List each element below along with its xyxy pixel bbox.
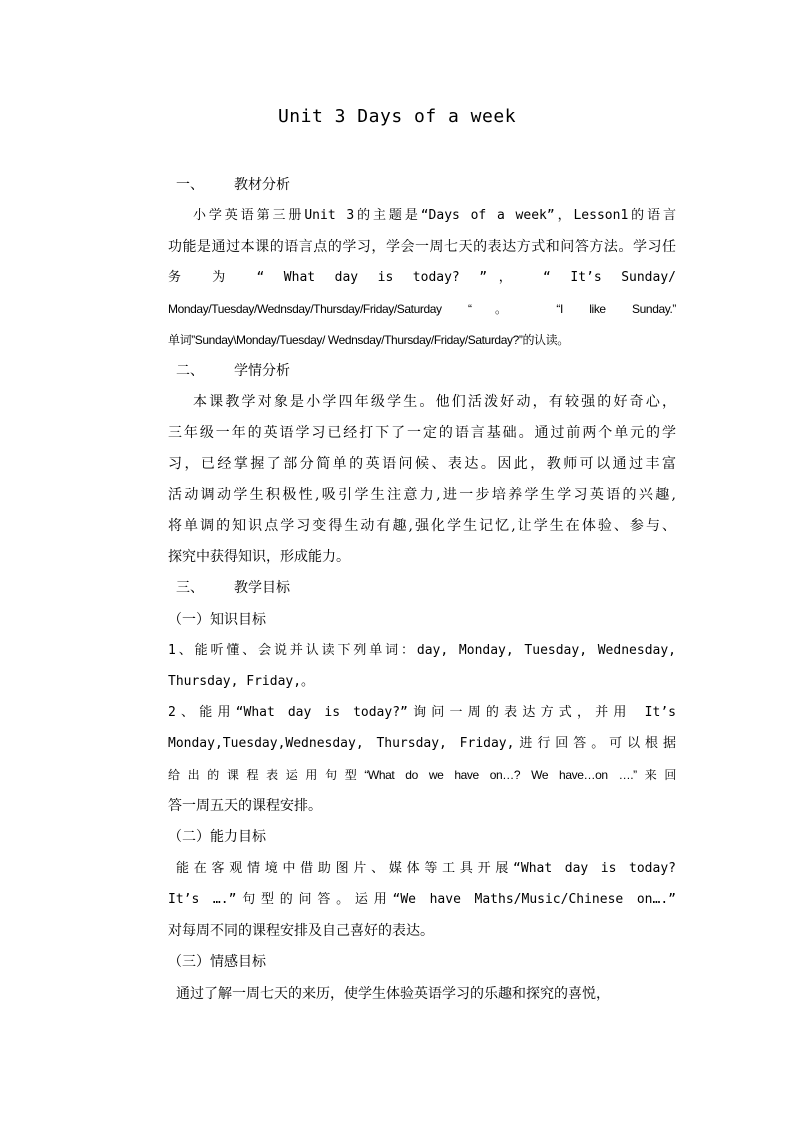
section-heading-analysis — [176, 175, 684, 195]
section-heading-learners — [176, 361, 684, 381]
analysis-line: 务 为 “ What day is today? ”， “ It’s Sunday/ — [168, 270, 676, 285]
analysis-line: 功能是通过本课的语言点的学习，学会一周七天的表达方式和问答方法。学习任 — [168, 239, 676, 255]
section-number: 三、 — [176, 580, 204, 596]
learner-line: 将单调的知识点学习变得生动有趣,强化学生记忆,让学生在体验、参与、 — [168, 518, 676, 534]
knowledge-line: 给出的课程表运用句型“What do we have on…? We have…on ….”来回 — [168, 768, 676, 782]
knowledge-line: 2、能用“What day is today?”询问一周的表达方式，并用 It’s — [168, 705, 676, 720]
learner-line: 习，已经掌握了部分简单的英语问候、表达。因此，教师可以通过丰富 — [168, 456, 676, 472]
learner-line: 本课教学对象是小学四年级学生。他们活泼好动，有较强的好奇心， — [193, 394, 676, 410]
learner-line: 活动调动学生积极性,吸引学生注意力,进一步培养学生学习英语的兴趣, — [168, 487, 676, 503]
knowledge-line: Thursday, Friday,。 — [168, 674, 315, 689]
section-heading-goals — [176, 578, 684, 598]
analysis-line: 单词”Sunday\Monday/Tuesday/ Wednsday/Thursday/Friday/Saturday?”的认读。 — [168, 333, 569, 347]
subsection-heading-emotion: （三）情感目标 — [168, 954, 266, 970]
section-title: 教学目标 — [234, 580, 290, 596]
knowledge-line: 答一周五天的课程安排。 — [168, 798, 322, 814]
section-number: 一、 — [176, 177, 204, 193]
section-number: 二、 — [176, 363, 204, 379]
subsection-heading-ability: （二）能力目标 — [168, 829, 266, 845]
section-title: 学情分析 — [234, 363, 290, 379]
ability-line: 能在客观情境中借助图片、媒体等工具开展“What day is today? — [176, 861, 676, 876]
ability-line: It’s ….”句型的问答。运用“We have Maths/Music/Chinese on….” — [168, 892, 676, 907]
learner-line: 探究中获得知识，形成能力。 — [168, 549, 350, 565]
knowledge-line: 1、能听懂、会说并认读下列单词：day, Monday, Tuesday, Wednesday, — [168, 643, 676, 658]
learner-line: 三年级一年的英语学习已经打下了一定的语言基础。通过前两个单元的学 — [168, 425, 676, 441]
subsection-heading-knowledge: （一）知识目标 — [168, 612, 266, 628]
knowledge-line: Monday,Tuesday,Wednesday, Thursday, Friday,进行回答。可以根据 — [168, 736, 676, 751]
analysis-line: Monday/Tuesday/Wednsday/Thursday/Friday/Saturday “。 “I like Sunday.” — [168, 302, 676, 316]
ability-line: 对每周不同的课程安排及自己喜好的表达。 — [168, 923, 434, 939]
analysis-line: 小学英语第三册Unit 3的主题是“Days of a week”，Lesson1的语言 — [193, 208, 676, 223]
section-title: 教材分析 — [234, 177, 290, 193]
document-title: Unit 3 Days of a week — [277, 106, 517, 127]
emotion-line: 通过了解一周七天的来历，使学生体验英语学习的乐趣和探究的喜悦， — [176, 986, 610, 1002]
